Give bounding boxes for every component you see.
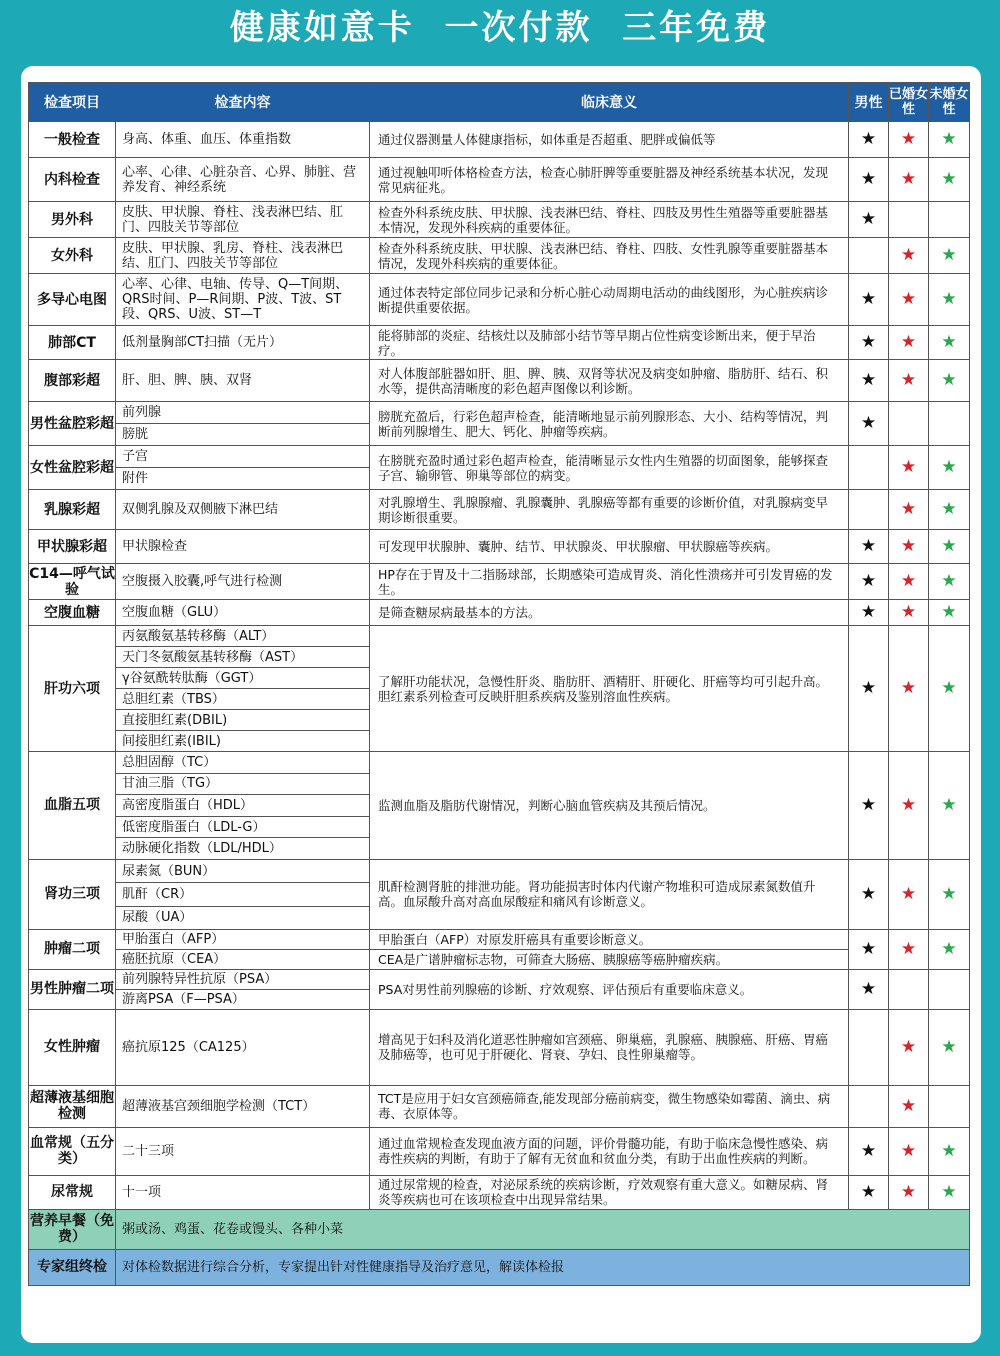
clinical-meaning: 通过体表特定部位同步记录和分析心脏心动周期电活动的曲线图形，为心脏疾病诊断提供重要依据。 bbox=[370, 274, 849, 326]
star-icon: ★ bbox=[860, 332, 877, 352]
exam-content: 子宫 bbox=[116, 446, 370, 468]
table-row bbox=[29, 626, 970, 647]
male-star-cell bbox=[849, 326, 889, 360]
married-female-star-cell bbox=[889, 600, 929, 626]
exam-item: 乳腺彩超 bbox=[29, 490, 116, 530]
unmarried-female-star-cell bbox=[929, 122, 970, 158]
exam-content: 低剂量胸部CT扫描（无片） bbox=[116, 326, 370, 360]
clinical-meaning: 通过尿常规的检查，对泌尿系统的疾病诊断，疗效观察有重大意义。如糖尿病、肾炎等疾病也可在该项检查中出现异常结果。 bbox=[370, 1175, 849, 1209]
star-icon: ★ bbox=[900, 571, 917, 591]
star-icon: ★ bbox=[900, 678, 917, 698]
male-star-cell bbox=[849, 274, 889, 326]
clinical-meaning: 通过视触叩听体格检查方法，检查心肺肝脾等重要脏器及神经系统基本状况，发现常见病征兆。 bbox=[370, 158, 849, 202]
star-icon: ★ bbox=[860, 370, 877, 390]
exam-content: γ谷氨酰转肽酶（GGT） bbox=[116, 668, 370, 689]
male-star-cell bbox=[849, 446, 889, 490]
unmarried-female-star-cell bbox=[929, 360, 970, 402]
breakfast-item: 营养早餐（免费） bbox=[29, 1209, 116, 1249]
exam-item: 女外科 bbox=[29, 238, 116, 274]
married-female-star-cell bbox=[889, 402, 929, 446]
star-icon: ★ bbox=[900, 245, 917, 265]
star-icon: ★ bbox=[900, 536, 917, 556]
married-female-star-cell bbox=[889, 360, 929, 402]
exam-content: 前列腺 bbox=[116, 402, 370, 424]
exam-content: 癌胚抗原（CEA） bbox=[116, 949, 370, 969]
page-title: 健康如意卡 一次付款 三年免费 bbox=[229, 8, 771, 48]
male-star-cell bbox=[849, 202, 889, 238]
male-star-cell bbox=[849, 859, 889, 929]
married-female-star-cell bbox=[889, 490, 929, 530]
unmarried-female-star-cell bbox=[929, 446, 970, 490]
exam-item: 女性肿瘤 bbox=[29, 1009, 116, 1085]
exam-content: 附件 bbox=[116, 468, 370, 490]
married-female-star-cell bbox=[889, 1127, 929, 1175]
exam-content: 身高、体重、血压、体重指数 bbox=[116, 122, 370, 158]
star-icon: ★ bbox=[941, 457, 957, 477]
unmarried-female-star-cell bbox=[929, 1127, 970, 1175]
exam-content: 皮肤、甲状腺、乳房、脊柱、浅表淋巴结、肛门、四肢关节等部位 bbox=[116, 238, 370, 274]
star-icon: ★ bbox=[860, 978, 877, 999]
star-icon: ★ bbox=[941, 938, 957, 959]
married-female-star-cell bbox=[889, 446, 929, 490]
unmarried-female-star-cell bbox=[929, 752, 970, 860]
exam-content: 肝、胆、脾、胰、双肾 bbox=[116, 360, 370, 402]
star-icon: ★ bbox=[941, 245, 957, 265]
star-icon: ★ bbox=[900, 938, 917, 959]
exam-item: 男外科 bbox=[29, 202, 116, 238]
clinical-meaning: 甲胎蛋白（AFP）对原发肝癌具有重要诊断意义。 bbox=[370, 929, 849, 949]
exam-item: 血常规（五分类） bbox=[29, 1127, 116, 1175]
table-row bbox=[29, 752, 970, 774]
clinical-meaning: PSA对男性前列腺癌的诊断、疗效观察、评估预后有重要临床意义。 bbox=[370, 969, 849, 1009]
unmarried-female-star-cell bbox=[929, 202, 970, 238]
table-row bbox=[29, 1127, 970, 1175]
exam-table bbox=[28, 82, 970, 1286]
clinical-meaning: 检查外科系统皮肤、甲状腺、浅表淋巴结、脊柱、四肢及男性生殖器等重要脏器基本情况，发现外科疾病的重要体征。 bbox=[370, 202, 849, 238]
star-icon: ★ bbox=[860, 129, 877, 149]
married-female-star-cell bbox=[889, 122, 929, 158]
header-meaning: 临床意义 bbox=[370, 83, 849, 122]
exam-content: 直接胆红素(DBIL) bbox=[116, 710, 370, 731]
star-icon: ★ bbox=[860, 883, 877, 904]
star-icon: ★ bbox=[900, 1036, 917, 1057]
exam-content: 空腹血糖（GLU） bbox=[116, 600, 370, 626]
table-row bbox=[29, 274, 970, 326]
expert-content: 对体检数据进行综合分析，专家提出针对性健康指导及治疗意见，解读体检报 bbox=[116, 1249, 970, 1285]
exam-item: 肝功六项 bbox=[29, 626, 116, 752]
clinical-meaning: 能将肺部的炎症、结核灶以及肺部小结节等早期占位性病变诊断出来，便于早治疗。 bbox=[370, 326, 849, 360]
unmarried-female-star-cell bbox=[929, 326, 970, 360]
married-female-star-cell bbox=[889, 202, 929, 238]
male-star-cell bbox=[849, 1085, 889, 1127]
table-row bbox=[29, 202, 970, 238]
clinical-meaning: 通过血常规检查发现血液方面的问题，评价骨髓功能，有助于临床急慢性感染、病毒性疾病的判断，有助于了解有无贫血和贫血分类，有助于出血性疾病的判断。 bbox=[370, 1127, 849, 1175]
star-icon: ★ bbox=[860, 678, 877, 698]
star-icon: ★ bbox=[860, 209, 877, 229]
exam-item: 女性盆腔彩超 bbox=[29, 446, 116, 490]
exam-content: 甲胎蛋白（AFP） bbox=[116, 929, 370, 949]
exam-content: 双侧乳腺及双侧腋下淋巴结 bbox=[116, 490, 370, 530]
married-female-star-cell bbox=[889, 530, 929, 564]
unmarried-female-star-cell bbox=[929, 490, 970, 530]
table-row bbox=[29, 929, 970, 949]
married-female-star-cell bbox=[889, 969, 929, 1009]
married-female-star-cell bbox=[889, 626, 929, 752]
clinical-meaning: 是筛查糖尿病最基本的方法。 bbox=[370, 600, 849, 626]
star-icon: ★ bbox=[860, 413, 877, 433]
clinical-meaning: 可发现甲状腺肿、囊肿、结节、甲状腺炎、甲状腺瘤、甲状腺癌等疾病。 bbox=[370, 530, 849, 564]
male-star-cell bbox=[849, 402, 889, 446]
star-icon: ★ bbox=[860, 571, 877, 591]
exam-content: 尿酸（UA） bbox=[116, 906, 370, 929]
exam-item: 内科检查 bbox=[29, 158, 116, 202]
unmarried-female-star-cell bbox=[929, 600, 970, 626]
star-icon: ★ bbox=[860, 1140, 877, 1161]
male-star-cell bbox=[849, 158, 889, 202]
clinical-meaning: 对乳腺增生、乳腺腺瘤、乳腺囊肿、乳腺癌等都有重要的诊断价值，对乳腺病变早期诊断很重要。 bbox=[370, 490, 849, 530]
exam-content: 膀胱 bbox=[116, 424, 370, 446]
exam-item: 肺部CT bbox=[29, 326, 116, 360]
unmarried-female-star-cell bbox=[929, 530, 970, 564]
star-icon: ★ bbox=[900, 883, 917, 904]
star-icon: ★ bbox=[941, 602, 957, 622]
expert-item: 专家组终检 bbox=[29, 1249, 116, 1285]
expert-row bbox=[29, 1249, 970, 1285]
table-header bbox=[29, 83, 970, 122]
exam-content: 前列腺特异性抗原（PSA） bbox=[116, 969, 370, 989]
married-female-star-cell bbox=[889, 1175, 929, 1209]
star-icon: ★ bbox=[900, 169, 917, 189]
clinical-meaning: 对人体腹部脏器如肝、胆、脾、胰、双肾等状况及病变如肿瘤、脂肪肝、结石、积水等，提供高清晰度的彩色超声图像以利诊断。 bbox=[370, 360, 849, 402]
star-icon: ★ bbox=[941, 332, 957, 352]
star-icon: ★ bbox=[860, 536, 877, 556]
married-female-star-cell bbox=[889, 326, 929, 360]
male-star-cell bbox=[849, 626, 889, 752]
exam-content: 心率、心律、电轴、传导、Q—T间期、QRS时间、P—R间期、P波、T波、ST段、QRS、U波、ST—T bbox=[116, 274, 370, 326]
exam-content: 皮肤、甲状腺、脊柱、浅表淋巴结、肛门、四肢关节等部位 bbox=[116, 202, 370, 238]
exam-item: 超薄液基细胞检测 bbox=[29, 1085, 116, 1127]
star-icon: ★ bbox=[941, 370, 957, 390]
clinical-meaning: 膀胱充盈后，行彩色超声检查，能清晰地显示前列腺形态、大小、结构等情况，判断前列腺增生、肥大、钙化、肿瘤等疾病。 bbox=[370, 402, 849, 446]
table-row bbox=[29, 1175, 970, 1209]
exam-content: 高密度脂蛋白（HDL） bbox=[116, 795, 370, 817]
exam-content: 癌抗原125（CA125） bbox=[116, 1009, 370, 1085]
table-row bbox=[29, 122, 970, 158]
star-icon: ★ bbox=[941, 571, 957, 591]
exam-content: 天门冬氨酸氨基转移酶（AST） bbox=[116, 647, 370, 668]
exam-item: C14—呼气试验 bbox=[29, 565, 115, 598]
star-icon: ★ bbox=[941, 536, 957, 556]
star-icon: ★ bbox=[860, 1181, 877, 1202]
star-icon: ★ bbox=[900, 332, 917, 352]
male-star-cell bbox=[849, 490, 889, 530]
star-icon: ★ bbox=[900, 794, 917, 815]
exam-item: 空腹血糖 bbox=[29, 600, 116, 626]
star-icon: ★ bbox=[860, 169, 877, 189]
star-icon: ★ bbox=[941, 169, 957, 189]
married-female-star-cell bbox=[889, 158, 929, 202]
exam-item: 肾功三项 bbox=[29, 859, 116, 929]
exam-content: 尿素氮（BUN） bbox=[116, 859, 370, 882]
table-row bbox=[29, 1009, 970, 1085]
unmarried-female-star-cell bbox=[929, 158, 970, 202]
exam-item: 男性肿瘤二项 bbox=[29, 969, 116, 1009]
unmarried-female-star-cell bbox=[929, 859, 970, 929]
star-icon: ★ bbox=[860, 794, 877, 815]
exam-item: 一般检查 bbox=[29, 122, 116, 158]
star-icon: ★ bbox=[941, 883, 957, 904]
exam-item: 多导心电图 bbox=[29, 274, 116, 326]
clinical-meaning: 在膀胱充盈时通过彩色超声检查，能清晰显示女性内生殖器的切面图象，能够探查子宫、输卵管、卵巢等部位的病变。 bbox=[370, 446, 849, 490]
star-icon: ★ bbox=[900, 602, 917, 622]
star-icon: ★ bbox=[860, 602, 877, 622]
star-icon: ★ bbox=[941, 129, 957, 149]
exam-content: 超薄液基宫颈细胞学检测（TCT） bbox=[116, 1085, 370, 1127]
header-content: 检查内容 bbox=[116, 83, 370, 122]
table-row bbox=[29, 969, 970, 989]
male-star-cell bbox=[849, 1127, 889, 1175]
married-female-star-cell bbox=[889, 752, 929, 860]
star-icon: ★ bbox=[941, 678, 957, 698]
star-icon: ★ bbox=[900, 1140, 917, 1161]
table-row bbox=[29, 949, 970, 969]
exam-item: 男性盆腔彩超 bbox=[29, 402, 116, 446]
star-icon: ★ bbox=[900, 289, 917, 309]
star-icon: ★ bbox=[941, 499, 957, 519]
unmarried-female-star-cell bbox=[929, 626, 970, 752]
clinical-meaning: CEA是广谱肿瘤标志物，可筛查大肠癌、胰腺癌等癌肿瘤疾病。 bbox=[370, 949, 849, 969]
star-icon: ★ bbox=[941, 1140, 957, 1161]
table-row bbox=[29, 564, 970, 600]
married-female-star-cell bbox=[889, 564, 929, 600]
table-row bbox=[29, 326, 970, 360]
star-icon: ★ bbox=[941, 1036, 957, 1057]
married-female-star-cell bbox=[889, 274, 929, 326]
header-item: 检查项目 bbox=[29, 83, 116, 122]
unmarried-female-star-cell bbox=[929, 929, 970, 969]
star-icon: ★ bbox=[941, 1181, 957, 1202]
star-icon: ★ bbox=[860, 938, 877, 959]
table-row bbox=[29, 158, 970, 202]
male-star-cell bbox=[849, 360, 889, 402]
exam-content: 甲状腺检查 bbox=[116, 530, 370, 564]
exam-content: 间接胆红素(IBIL) bbox=[116, 731, 370, 752]
star-icon: ★ bbox=[900, 457, 917, 477]
exam-content: 丙氨酸氨基转移酶（ALT） bbox=[116, 626, 370, 647]
male-star-cell bbox=[849, 929, 889, 969]
clinical-meaning: 检查外科系统皮肤、甲状腺、浅表淋巴结、脊柱、四肢、女性乳腺等重要脏器基本情况，发现外科疾病的重要体征。 bbox=[370, 238, 849, 274]
star-icon: ★ bbox=[860, 289, 877, 309]
married-female-star-cell bbox=[889, 1009, 929, 1085]
table-row bbox=[29, 402, 970, 424]
unmarried-female-star-cell bbox=[929, 402, 970, 446]
exam-content: 十一项 bbox=[116, 1175, 370, 1209]
exam-content: 二十三项 bbox=[116, 1127, 370, 1175]
unmarried-female-star-cell bbox=[929, 1175, 970, 1209]
table-row bbox=[29, 360, 970, 402]
unmarried-female-star-cell bbox=[929, 274, 970, 326]
unmarried-female-star-cell bbox=[929, 564, 970, 600]
exam-item: 尿常规 bbox=[29, 1175, 116, 1209]
clinical-meaning: TCT是应用于妇女宫颈癌筛查,能发现部分癌前病变，微生物感染如霉菌、滴虫、病毒、衣原体等。 bbox=[370, 1085, 849, 1127]
table-row bbox=[29, 600, 970, 626]
married-female-star-cell bbox=[889, 238, 929, 274]
married-female-star-cell bbox=[889, 859, 929, 929]
male-star-cell bbox=[849, 122, 889, 158]
exam-content: 总胆固醇（TC） bbox=[116, 752, 370, 774]
male-star-cell bbox=[849, 600, 889, 626]
table-row bbox=[29, 859, 970, 882]
table-row bbox=[29, 530, 970, 564]
star-icon: ★ bbox=[900, 129, 917, 149]
table-row bbox=[29, 446, 970, 468]
star-icon: ★ bbox=[900, 499, 917, 519]
header-male: 男性 bbox=[849, 83, 889, 122]
star-icon: ★ bbox=[900, 370, 917, 390]
table-row bbox=[29, 238, 970, 274]
exam-content: 心率、心律、心脏杂音、心界、肺脏、营养发育、神经系统 bbox=[116, 158, 370, 202]
header-unmarried-female: 未婚女性 bbox=[929, 83, 970, 122]
header-married-female: 已婚女性 bbox=[889, 83, 929, 122]
clinical-meaning: 了解肝功能状况，急慢性肝炎、脂肪肝、酒精肝、肝硬化、肝癌等均可引起升高。胆红素系列检查可反映肝胆系疾病及鉴别溶血性疾病。 bbox=[370, 626, 849, 752]
exam-content: 动脉硬化指数（LDL/HDL） bbox=[116, 838, 370, 860]
unmarried-female-star-cell bbox=[929, 1009, 970, 1085]
table-row bbox=[29, 1085, 970, 1127]
star-icon: ★ bbox=[900, 1181, 917, 1202]
clinical-meaning: 监测血脂及脂肪代谢情况，判断心脑血管疾病及其预后情况。 bbox=[370, 752, 849, 860]
star-icon: ★ bbox=[941, 794, 957, 815]
exam-item: 甲状腺彩超 bbox=[29, 530, 116, 564]
male-star-cell bbox=[849, 969, 889, 1009]
exam-content: 肌酐（CR） bbox=[116, 883, 370, 906]
clinical-meaning: 增高见于妇科及消化道恶性肿瘤如宫颈癌、卵巢癌，乳腺癌、胰腺癌、肝癌、胃癌及肺癌等，也可见于肝硬化、肾衰、孕妇、良性卵巢瘤等。 bbox=[370, 1009, 849, 1085]
unmarried-female-star-cell bbox=[929, 1085, 970, 1127]
married-female-star-cell bbox=[889, 929, 929, 969]
exam-content: 游离PSA（F—PSA） bbox=[116, 989, 370, 1009]
unmarried-female-star-cell bbox=[929, 969, 970, 1009]
clinical-meaning: 通过仪器测量人体健康指标，如体重是否超重、肥胖或偏低等 bbox=[370, 122, 849, 158]
unmarried-female-star-cell bbox=[929, 238, 970, 274]
male-star-cell bbox=[849, 1009, 889, 1085]
table-row bbox=[29, 490, 970, 530]
exam-item: 血脂五项 bbox=[29, 752, 116, 860]
exam-item: 腹部彩超 bbox=[29, 360, 116, 402]
exam-content: 总胆红素（TBS） bbox=[116, 689, 370, 710]
married-female-star-cell bbox=[889, 1085, 929, 1127]
exam-content: 空腹摄入胶囊,呼气进行检测 bbox=[116, 564, 370, 600]
clinical-meaning: HP存在于胃及十二指肠球部，长期感染可造成胃炎、消化性溃疡并可引发胃癌的发生。 bbox=[370, 564, 849, 600]
male-star-cell bbox=[849, 238, 889, 274]
male-star-cell bbox=[849, 752, 889, 860]
breakfast-row bbox=[29, 1209, 970, 1249]
exam-item: 肿瘤二项 bbox=[29, 929, 116, 969]
breakfast-content: 粥或汤、鸡蛋、花卷或馒头、各种小菜 bbox=[116, 1209, 970, 1249]
star-icon: ★ bbox=[941, 289, 957, 309]
exam-content: 甘油三脂（TG） bbox=[116, 773, 370, 795]
male-star-cell bbox=[849, 1175, 889, 1209]
clinical-meaning: 肌酐检测肾脏的排泄功能。肾功能损害时体内代谢产物堆积可造成尿素氮数值升高。血尿酸升高对高血尿酸症和痛风有诊断意义。 bbox=[370, 859, 849, 929]
exam-content: 低密度脂蛋白（LDL-G） bbox=[116, 816, 370, 838]
male-star-cell bbox=[849, 530, 889, 564]
male-star-cell bbox=[849, 564, 889, 600]
star-icon: ★ bbox=[900, 1095, 917, 1116]
